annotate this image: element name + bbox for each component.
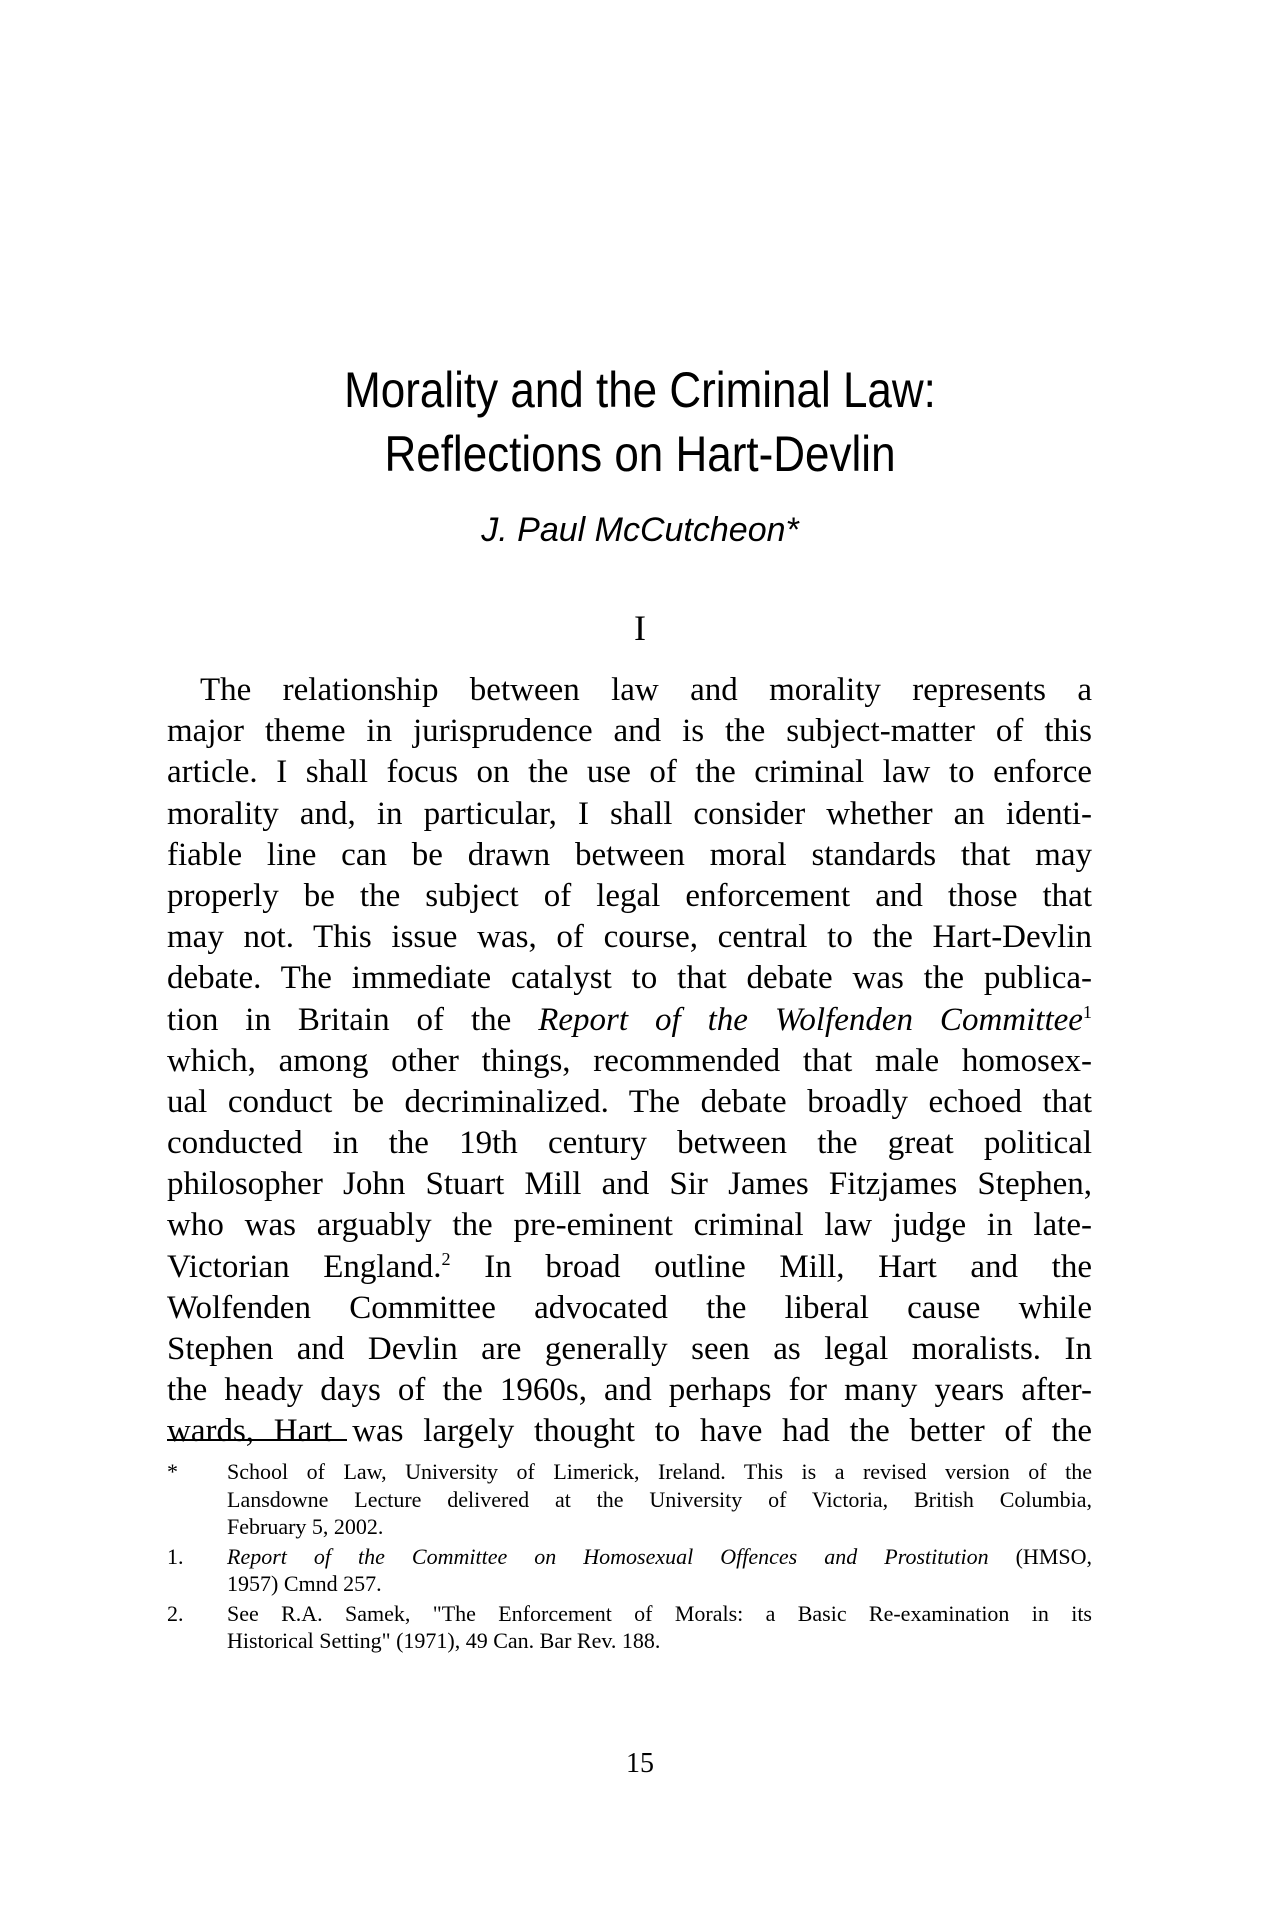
body-line	[167, 1000, 1092, 1041]
footnote-line: Historical Setting" (1971), 49 Can. Bar Rev. 188.	[227, 1628, 661, 1653]
footnote-1	[167, 1543, 1092, 1598]
body-line: The relationship between law and morality represents a	[200, 672, 1092, 708]
body-line: wards, Hart was largely thought to have had the better of the	[167, 1413, 1092, 1450]
footnote-2	[167, 1600, 1092, 1655]
footnote-title-italic: Report of the Committee on Homosexual Offences and Prostitution	[227, 1543, 989, 1569]
footnote-ref-2: 2	[441, 1248, 451, 1269]
body-line: who was arguably the pre-eminent criminal law judge in late-	[167, 1207, 1092, 1244]
footnote-line: 1957) Cmnd 257.	[227, 1571, 382, 1596]
footnote-mark: 2.	[167, 1600, 184, 1626]
body-line: which, among other things, recommended that male homosex-	[167, 1042, 1092, 1079]
footnote-text: (HMSO,	[1015, 1543, 1093, 1569]
footnotes	[167, 1458, 1092, 1657]
body-line: major theme in jurisprudence and is the subject-matter of this	[167, 713, 1092, 750]
title-line-2: Reflections on Hart-Devlin	[384, 426, 896, 482]
body-line	[167, 1247, 1092, 1288]
body-line: philosopher John Stuart Mill and Sir James Fitzjames Stephen,	[167, 1166, 1092, 1203]
footnote-divider	[167, 1439, 347, 1441]
section-heading: I	[634, 608, 646, 648]
footnote-ref-1: 1	[1082, 1001, 1092, 1022]
body-line: article. I shall focus on the use of the criminal law to enforce	[167, 754, 1092, 791]
body-text-span: tion in Britain of the	[167, 1001, 512, 1038]
body-line: morality and, in particular, I shall consider whether an identi-	[167, 795, 1092, 832]
body-line: fiable line can be drawn between moral standards that may	[167, 836, 1092, 873]
article-title	[77, 358, 1203, 486]
page-number: 15	[626, 1748, 654, 1779]
footnote-line: Lansdowne Lecture delivered at the University of Victoria, British Columbia,	[227, 1486, 1092, 1512]
report-title-italic: Report of the Wolfenden Committee	[538, 1001, 1083, 1038]
footnote-line	[227, 1543, 1092, 1571]
body-line: may not. This issue was, of course, central to the Hart-Devlin	[167, 919, 1092, 956]
body-text-span: In broad outline Mill, Hart and the	[484, 1248, 1092, 1285]
footnote-line: School of Law, University of Limerick, Ireland. This is a revised version of the	[227, 1459, 1092, 1484]
body-line: Stephen and Devlin are generally seen as legal moralists. In	[167, 1331, 1092, 1367]
body-line: properly be the subject of legal enforcement and those that	[167, 877, 1092, 914]
footnote-line: February 5, 2002.	[227, 1514, 384, 1539]
body-line: debate. The immediate catalyst to that debate was the publica-	[167, 960, 1092, 997]
body-text-span: Victorian England.	[167, 1248, 442, 1285]
author-byline: J. Paul McCutcheon*	[481, 511, 799, 549]
footnote-author	[167, 1458, 1092, 1541]
body-line: Wolfenden Committee advocated the liberal cause while	[167, 1289, 1092, 1326]
body-line: conducted in the 19th century between the great political	[167, 1125, 1092, 1162]
body-line: the heady days of the 1960s, and perhaps for many years after-	[167, 1372, 1092, 1409]
body-line: ual conduct be decriminalized. The debate broadly echoed that	[167, 1083, 1092, 1120]
footnote-mark: 1.	[167, 1543, 184, 1569]
title-line-1: Morality and the Criminal Law:	[344, 362, 936, 418]
body-paragraph	[167, 670, 1092, 1453]
footnote-line: See R.A. Samek, "The Enforcement of Morals: a Basic Re-examination in its	[227, 1600, 1092, 1626]
footnote-mark: *	[167, 1459, 178, 1484]
